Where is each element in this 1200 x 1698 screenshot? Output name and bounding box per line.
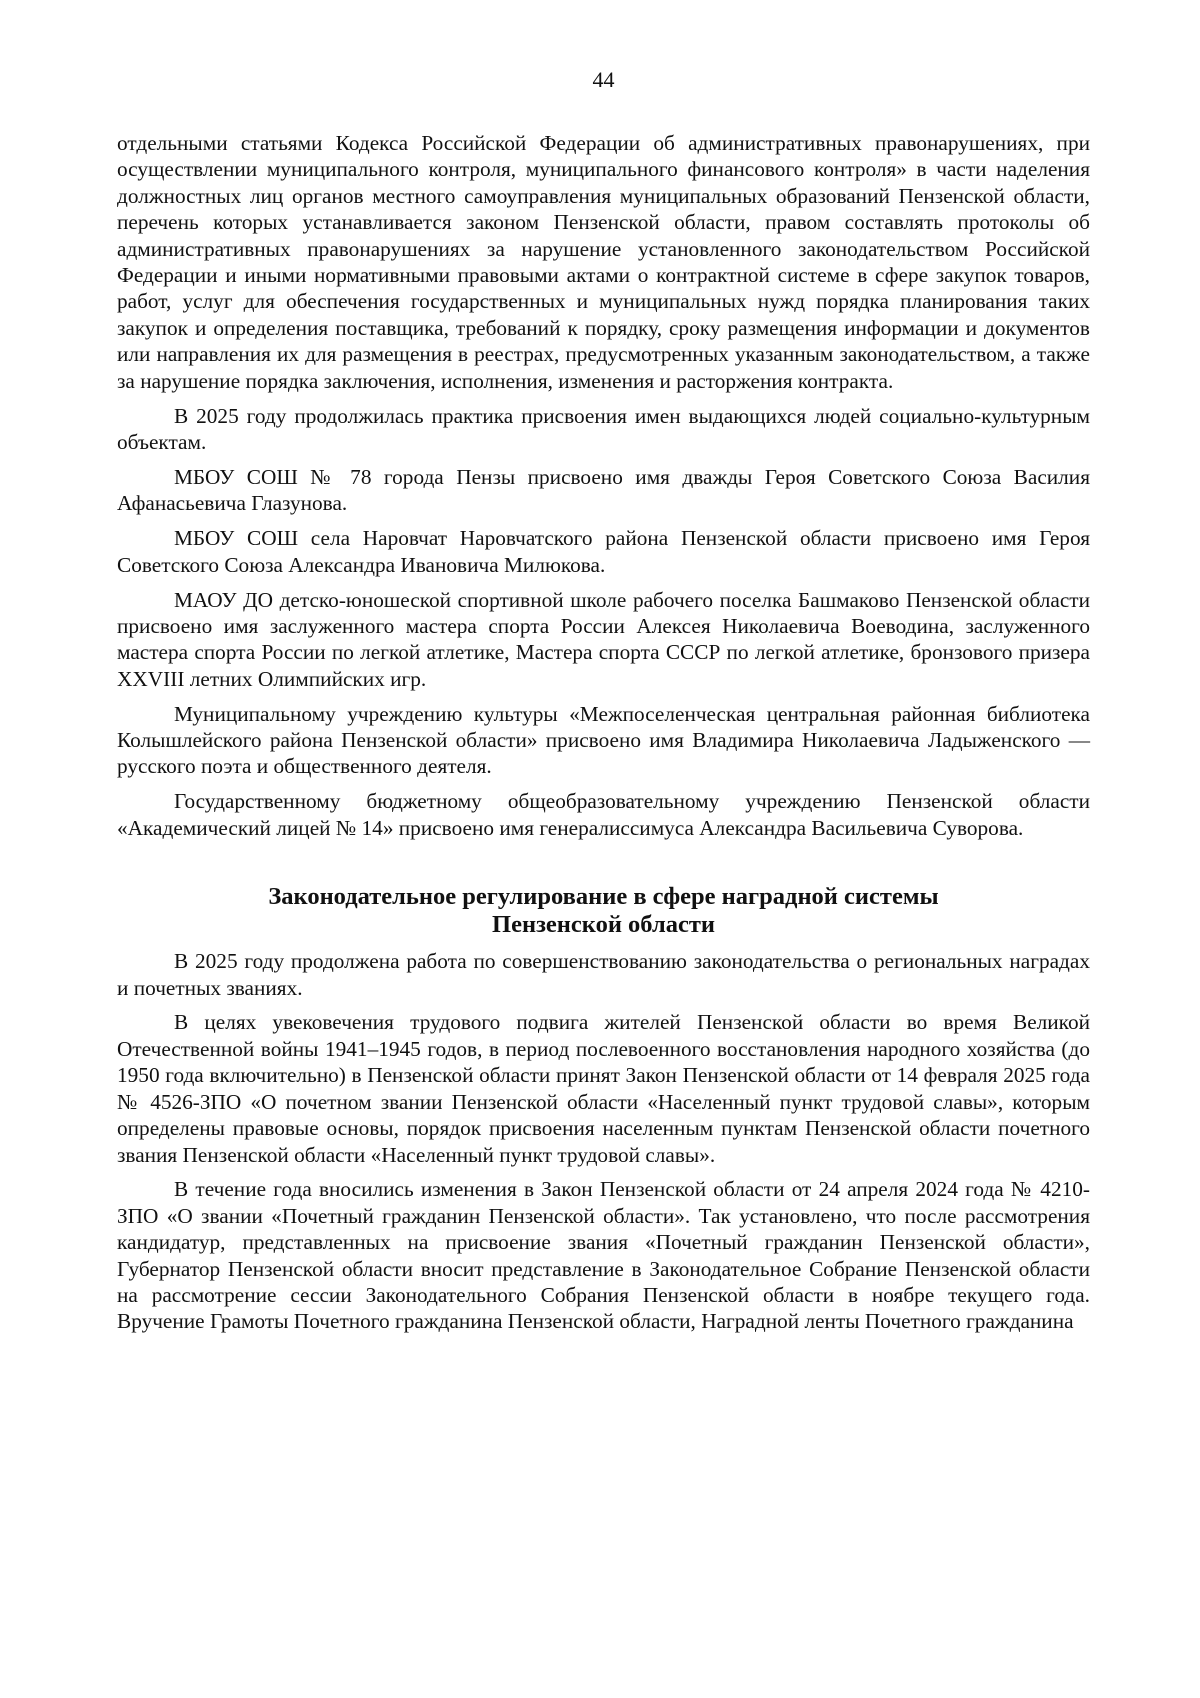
paragraph-sports-school: МАОУ ДО детско-юношеской спортивной школе рабочего поселка Башмаково Пензенской области присвоено имя заслуженного мастера спорта России Алексея Николаевича Воеводина, заслуженного мастера спорта России по легкой атлетике, Мастера спорта СССР по легкой атлетике, бронзового призера XXVIII летних Олимпийских игр. [117,587,1090,691]
paragraph-library: Муниципальному учреждению культуры «Межпоселенческая центральная районная библиотека Колышлейского района Пензенской области» присвоено имя Владимира Николаевича Ладыженского — русского поэта и общественного деятеля. [117,701,1090,779]
paragraph-school-narovchat: МБОУ СОШ села Наровчат Наровчатского района Пензенской области присвоено имя Героя Советского Союза Александра Ивановича Милюкова. [117,526,1090,577]
paragraph-school-78: МБОУ СОШ № 78 города Пензы присвоено имя дважды Героя Советского Союза Василия Афанасьевича Глазунова. [117,464,1090,516]
section-title-line-2: Пензенской области [492,911,715,939]
paragraph-lyceum: Государственному бюджетному общеобразовательному учреждению Пензенской области «Академический лицей № 14» присвоено имя генералиссимуса Александра Васильевича Суворова. [117,789,1090,840]
section-title [117,883,1090,939]
document-body [117,130,1090,1343]
paragraph-awards-work: В 2025 году продолжена работа по совершенствованию законодательства о региональных наградах и почетных званиях. [117,949,1090,1000]
paragraph-naming-practice: В 2025 году продолжилась практика присвоения имен выдающихся людей социально-культурным объектам. [117,403,1090,454]
paragraph-honorary-citizen: В течение года вносились изменения в Закон Пензенской области от 24 апреля 2024 года № 4210-ЗПО «О звании «Почетный гражданин Пензенской области». Так установлено, что после рассмотрения кандидатур, представленных на присвоение звания «Почетный гражданин Пензенской области», Губернатор Пензенской области вносит представление в Законодательное Собрание Пензенской области на рассмотрение сессии Законодательного Собрания Пензенской области в ноябре текущего года. Вручение Грамоты Почетного гражданина Пензенской области, Наградной ленты Почетного гражданина [117,1177,1090,1334]
page-number: 44 [592,67,615,92]
section-title-line-1: Законодательное регулирование в сфере наградной системы [268,883,939,911]
paragraph-continuation: отдельными статьями Кодекса Российской Федерации об административных правонарушениях, при осуществлении муниципального контроля, муниципального финансового контроля» в части наделения должностных лиц органов местного самоуправления муниципальных образований Пензенской области, перечень которых устанавливается законом Пензенской области, правом составлять протоколы об административных правонарушениях за нарушение установленного законодательством Российской Федерации и иными нормативными правовыми актами о контрактной системе в сфере закупок товаров, работ, услуг для обеспечения государственных и муниципальных нужд порядка планирования таких закупок и определения поставщика, требований к порядку, сроку размещения информации и документов или направления их для размещения в реестрах, предусмотренных указанным законодательством, а также за нарушение порядка заключения, исполнения, изменения и расторжения контракта. [117,131,1090,393]
paragraph-labor-glory-law: В целях увековечения трудового подвига жителей Пензенской области во время Великой Отечественной войны 1941–1945 годов, в период послевоенного восстановления народного хозяйства (до 1950 года включительно) в Пензенской области принят Закон Пензенской области от 14 февраля 2025 года № 4526-ЗПО «О почетном звании Пензенской области «Населенный пункт трудовой славы», которым определены правовые основы, порядок присвоения населенным пунктам Пензенской области почетного звания Пензенской области «Населенный пункт трудовой славы». [117,1010,1090,1167]
